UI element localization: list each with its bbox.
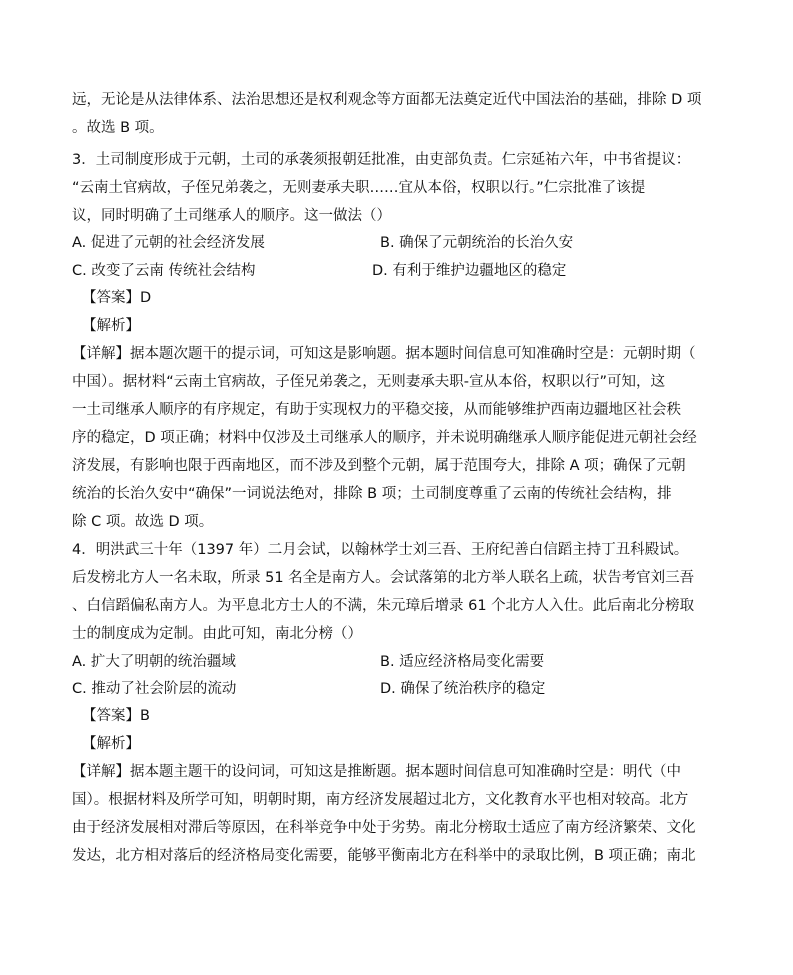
q3-detail-line-4: 序的稳定，D 项正确；材料中仅涉及土司继承人的顺序，并未说明确继承人顺序能促进元朝社会经 [72,430,697,446]
q3-stem-line-3: 议，同时明确了土司继承人的顺序。这一做法（） [72,208,391,224]
q3-detail-line-7: 除 C 项。故选 D 项。 [72,514,214,530]
q3-analysis-label: 【解析】 [82,318,140,334]
q3-detail-line-5: 济发展，有影响也限于西南地区，而不涉及到整个元朝，属于范围夸大，排除 A 项；确保了元朝 [72,458,686,474]
q3-detail-line-1: 【详解】据本题次题干的提示词，可知这是影响题。据本题时间信息可知准确时空是：元朝时期（ [72,346,696,362]
q4-option-b: B. 适应经济格局变化需要 [380,654,545,670]
q4-detail-line-3: 由于经济发展相对滞后等原因，在科举竞争中处于劣势。南北分榜取士适应了南方经济繁荣、文化 [72,820,696,836]
q4-stem-line-4: 士的制度成为定制。由此可知，南北分榜（） [72,626,362,642]
q4-answer: 【答案】B [82,708,150,724]
q4-detail-line-1: 【详解】据本题主题干的设问词，可知这是推断题。据本题时间信息可知准确时空是：明代（中 [72,764,681,780]
q3-answer: 【答案】D [82,290,152,306]
prev-answer-line-2: 。故选 B 项。 [72,120,164,136]
q3-detail-line-6: 统治的长治久安中“确保”一词说法绝对，排除 B 项；土司制度尊重了云南的传统社会结构，排 [72,486,672,502]
q3-stem-line-1: 3．土司制度形成于元朝，土司的承袭须报朝廷批准，由吏部负责。仁宗延祐六年，中书省提议： [72,152,691,168]
q3-stem-line-2: “云南土官病故，子侄兄弟袭之，无则妻承夫职……宜从本俗，权职以行。”仁宗批准了该提 [72,180,646,196]
q4-detail-line-4: 发达，北方相对落后的经济格局变化需要，能够平衡南北方在科举中的录取比例，B 项正确；南北 [72,848,696,864]
q3-detail-line-3: 一土司继承人顺序的有序规定，有助于实现权力的平稳交接，从而能够维护西南边疆地区社会秩 [72,402,681,418]
q3-option-a: A. 促进了元朝的社会经济发展 [72,235,265,251]
q4-stem-line-1: 4．明洪武三十年（1397 年）二月会试，以翰林学士刘三吾、王府纪善白信蹈主持丁丑科殿试。 [72,542,689,558]
q3-option-c: C. 改变了云南 传统社会结构 [72,263,256,279]
prev-answer-line-1: 远，无论是从法律体系、法治思想还是权利观念等方面都无法奠定近代中国法治的基础，排除 D 项 [72,92,702,108]
q4-detail-line-2: 国）。根据材料及所学可知，明朝时期，南方经济发展超过北方，文化教育水平也相对较高。北方 [72,792,689,808]
q3-detail-line-2: 中国）。据材料“云南土官病故，子侄兄弟袭之，无则妻承夫职-宣从本俗，权职以行”可知，这 [72,374,666,390]
q4-option-a: A. 扩大了明朝的统治疆域 [72,654,236,670]
q4-option-c: C. 推动了社会阶层的流动 [72,681,237,697]
q4-stem-line-2: 后发榜北方人一名未取，所录 51 名全是南方人。会试落第的北方举人联名上疏，状告考官刘三吾 [72,570,695,586]
q3-option-d: D. 有利于维护边疆地区的稳定 [372,263,567,279]
q4-option-d: D. 确保了统治秩序的稳定 [380,681,546,697]
q3-option-b: B. 确保了元朝统治的长治久安 [380,235,574,251]
q4-analysis-label: 【解析】 [82,736,140,752]
q4-stem-line-3: 、白信蹈偏私南方人。为平息北方士人的不满，朱元璋后增录 61 个北方人入仕。此后南北分榜取 [72,598,695,614]
